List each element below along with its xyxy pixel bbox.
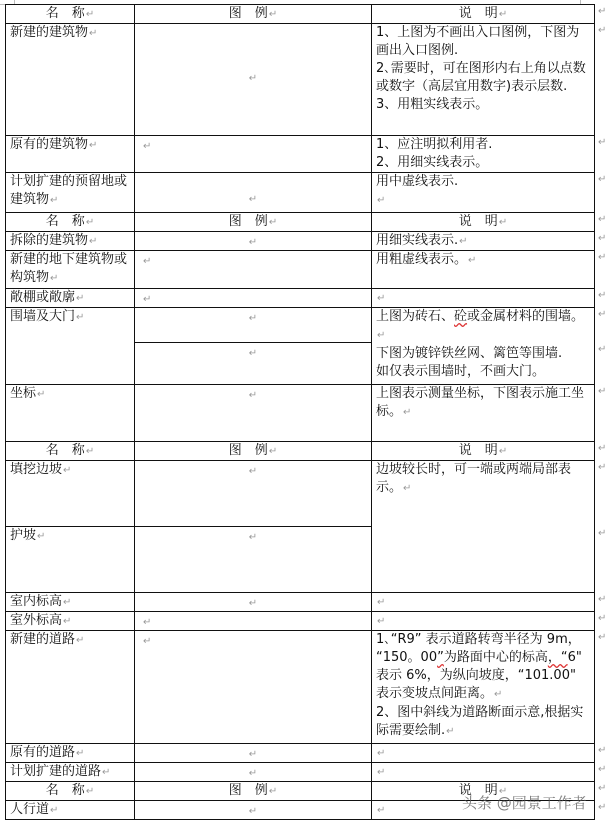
desc-cell-underground: 用粗虚线表示。↵ xyxy=(371,250,595,289)
header-legend: 图 例↵ xyxy=(134,781,372,801)
legend-cell-fill-cut-slope: ↵ xyxy=(134,460,372,527)
desc-cell-outdoor-elevation: ↵ xyxy=(371,611,595,631)
row-end-mark: ↵ xyxy=(598,214,606,225)
legend-cell-existing-road: ↵ xyxy=(134,743,372,763)
desc-cell-new-building: 1、上图为不画出入口图例，下图为画出入口图例. 2､需要时，可在图形内右上角以点数或数字（高层宜用数字)表示层数. 3、用粗实线表示。 xyxy=(371,23,595,136)
header-name: 名 称↵ xyxy=(5,781,135,801)
row-end-mark: ↵ xyxy=(598,528,606,539)
header-legend: 图 例↵ xyxy=(134,4,372,24)
header-description: 说 明↵ xyxy=(371,441,595,461)
header-description: 说 明↵ xyxy=(371,212,595,232)
row-name-new-road: 新建的道路↵ xyxy=(5,630,135,744)
desc-cell-existing-building: 1、应注明拟利用者. 2、用细实线表示。 xyxy=(371,135,595,173)
legend-cell-new-road: ↵ xyxy=(134,630,372,744)
desc-cell-planned-road: ↵ xyxy=(371,762,595,782)
desc-cell-wall-gate: 上图为砖石、砼或金属材料的围墙。↵ 下图为镀锌铁丝网、篱笆等围墙. 如仅表示围墙时，不画大门。 xyxy=(371,307,595,385)
legend-cell-planned-road: ↵ xyxy=(134,762,372,782)
row-name-indoor-elevation: 室内标高↵ xyxy=(5,592,135,612)
legend-cell-revetment: ↵ xyxy=(134,526,372,593)
legend-cell-wall-gate-upper: ↵ xyxy=(134,307,372,343)
header-name: 名 称↵ xyxy=(5,4,135,24)
row-name-planned-road: 计划扩建的道路↵ xyxy=(5,762,135,782)
desc-cell-shed: ↵ xyxy=(371,288,595,308)
row-end-mark: ↵ xyxy=(598,233,606,244)
row-end-mark: ↵ xyxy=(598,309,606,320)
header-name: 名 称↵ xyxy=(5,441,135,461)
row-name-wall-gate: 围墙及大门↵ xyxy=(5,307,135,385)
legend-table xyxy=(5,4,595,819)
row-end-mark: ↵ xyxy=(598,290,606,301)
desc-cell-demolished: 用细实线表示.↵ xyxy=(371,231,595,251)
desc-cell-indoor-elevation: ↵ xyxy=(371,592,595,612)
row-name-sidewalk: 人行道↵ xyxy=(5,800,135,820)
legend-cell-planned-expansion: ↵ xyxy=(134,172,372,213)
legend-cell-indoor-elevation: ↵ xyxy=(134,592,372,612)
desc-cell-coordinates: 上图表示测量坐标，下图表示施工坐标。↵ xyxy=(371,384,595,442)
legend-cell-new-building: ↵ xyxy=(134,23,372,136)
row-end-mark: ↵ xyxy=(598,174,606,185)
row-end-mark: ↵ xyxy=(598,462,606,473)
desc-cell-sidewalk: ↵ xyxy=(371,800,595,820)
desc-cell-existing-road: ↵ xyxy=(371,743,595,763)
row-end-mark: ↵ xyxy=(598,137,606,148)
header-legend: 图 例↵ xyxy=(134,212,372,232)
row-name-new-building: 新建的建筑物↵ xyxy=(5,23,135,136)
desc-cell-planned-expansion: 用中虚线表示. ↵ xyxy=(371,172,595,213)
row-end-mark: ↵ xyxy=(598,613,606,624)
row-name-underground: 新建的地下建筑物或构筑物↵ xyxy=(5,250,135,289)
header-description: 说 明↵ xyxy=(371,781,595,801)
header-name: 名 称↵ xyxy=(5,212,135,232)
legend-cell-wall-gate-lower: ↵ xyxy=(134,342,372,385)
desc-cell-slope: 边坡较长时，可一端或两端局部表示。↵ xyxy=(371,460,595,593)
row-end-mark: ↵ xyxy=(598,6,606,17)
row-end-mark: ↵ xyxy=(598,764,606,775)
legend-cell-sidewalk: ↵ xyxy=(134,800,372,820)
row-end-mark: ↵ xyxy=(598,783,606,794)
legend-cell-underground: ↵ xyxy=(134,250,372,289)
row-end-mark: ↵ xyxy=(598,594,606,605)
row-end-mark: ↵ xyxy=(598,802,606,813)
legend-cell-outdoor-elevation: ↵ xyxy=(134,611,372,631)
row-end-mark: ↵ xyxy=(598,632,606,643)
legend-cell-existing-building: ↵ xyxy=(134,135,372,173)
row-name-coordinates: 坐标↵ xyxy=(5,384,135,442)
row-end-mark: ↵ xyxy=(598,25,606,36)
desc-cell-new-road: 1､“R9” 表示道路转弯半径为 9m， “150。00”为路面中心的标高，“6" 表示 6%，为纵向坡度，“101.00" 表示变坡点间距离。↵ 2、图中斜线为道路断面示意,根据实际需要绘制.↵ xyxy=(371,630,595,744)
row-name-fill-cut-slope: 填挖边坡↵ xyxy=(5,460,135,527)
legend-cell-demolished: ↵ xyxy=(134,231,372,251)
row-end-mark: ↵ xyxy=(598,252,606,263)
header-legend: 图 例↵ xyxy=(134,441,372,461)
header-description: 说 明↵ xyxy=(371,4,595,24)
row-name-demolished: 拆除的建筑物↵ xyxy=(5,231,135,251)
row-name-outdoor-elevation: 室外标高↵ xyxy=(5,611,135,631)
legend-cell-shed: ↵ xyxy=(134,288,372,308)
row-name-revetment: 护坡↵ xyxy=(5,526,135,593)
row-name-existing-road: 原有的道路↵ xyxy=(5,743,135,763)
row-name-shed: 敞棚或敞廓↵ xyxy=(5,288,135,308)
row-name-existing-building: 原有的建筑物↵ xyxy=(5,135,135,173)
row-end-mark: ↵ xyxy=(598,386,606,397)
row-end-mark: ↵ xyxy=(598,745,606,756)
row-end-mark: ↵ xyxy=(598,344,606,355)
watermark: 头条 @园景工作者 xyxy=(462,794,587,812)
legend-cell-coordinates: ↵ xyxy=(134,384,372,442)
row-name-planned-expansion: 计划扩建的预留地或建筑物↵ xyxy=(5,172,135,213)
row-end-mark: ↵ xyxy=(598,443,606,454)
